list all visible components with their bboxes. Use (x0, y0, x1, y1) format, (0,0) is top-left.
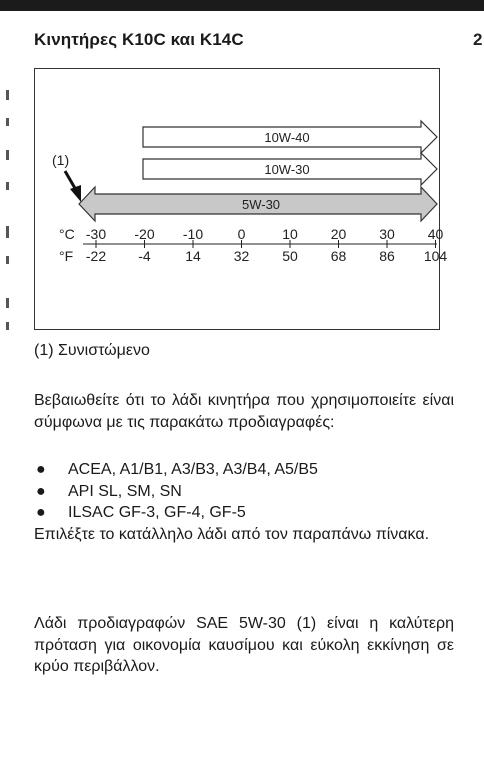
fahrenheit-tick-label: 14 (185, 248, 201, 264)
next-column-fragment: 2 (473, 30, 483, 49)
fahrenheit-unit: °F (59, 248, 74, 264)
list-item (34, 481, 454, 503)
fahrenheit-tick-label: 86 (379, 248, 395, 264)
bar-10w40-label: 10W-40 (264, 130, 310, 145)
bullet-icon: ● (36, 461, 46, 478)
celsius-tick-label: 0 (237, 226, 246, 242)
callout-arrowhead (70, 185, 81, 202)
top-rule (0, 0, 484, 11)
list-item (34, 502, 454, 524)
intro-paragraph: Βεβαιωθείτε ότι το λάδι κινητήρα που χρησιμοποιείτε είναι σύμφωνα με τις παρακάτω προδιαγραφές: (34, 392, 454, 431)
footnote-recommended: (1) Συνιστώμενο (34, 342, 150, 359)
fahrenheit-tick-label: -22 (85, 248, 107, 264)
viscosity-chart-svg (35, 69, 448, 329)
recommendation-paragraph: Λάδι προδιαγραφών SAE 5W-30 (1) είναι η καλύτερη πρόταση για οικονομία καυσίμου και εύκολη εκκίνηση σε κρύο περιβάλλον. (34, 615, 454, 675)
spec-item-text: ILSAC GF-3, GF-4, GF-5 (68, 504, 246, 521)
spec-item-text: API SL, SM, SN (68, 482, 182, 500)
oil-viscosity-diagram (34, 68, 448, 330)
celsius-tick-label: 40 (427, 226, 444, 242)
spec-item-text: ACEA, A1/B1, A3/B3, A3/B4, A5/B5 (68, 461, 318, 478)
bullet-icon: ● (36, 504, 46, 521)
fahrenheit-tick-label: 50 (282, 248, 298, 264)
left-margin-marks (0, 60, 14, 360)
list-item (34, 459, 454, 481)
bullet-icon: ● (36, 482, 46, 500)
bar-10w30-label: 10W-30 (264, 162, 310, 177)
fahrenheit-tick-label: 32 (233, 248, 250, 264)
callout-leader (65, 171, 76, 190)
spec-list (34, 459, 454, 524)
bar-5w30-label: 5W-30 (241, 197, 281, 212)
callout-label: (1) (52, 152, 70, 168)
axis-ticks (86, 226, 448, 264)
celsius-unit: °C (59, 226, 75, 242)
celsius-tick-label: -30 (85, 226, 107, 242)
select-oil-paragraph: Επιλέξτε το κατάλληλο λάδι από τον παραπάνω πίνακα. (34, 526, 430, 543)
celsius-tick-label: 20 (330, 226, 347, 242)
fahrenheit-tick-label: 104 (423, 248, 448, 264)
section-title: Κινητήρες K10C και K14C (34, 30, 244, 49)
celsius-tick-label: -20 (134, 226, 155, 242)
fahrenheit-tick-label: -4 (138, 248, 151, 264)
celsius-tick-label: 10 (282, 226, 298, 242)
celsius-tick-label: -10 (182, 226, 204, 242)
celsius-tick-label: 30 (379, 226, 395, 242)
fahrenheit-tick-label: 68 (330, 248, 347, 264)
